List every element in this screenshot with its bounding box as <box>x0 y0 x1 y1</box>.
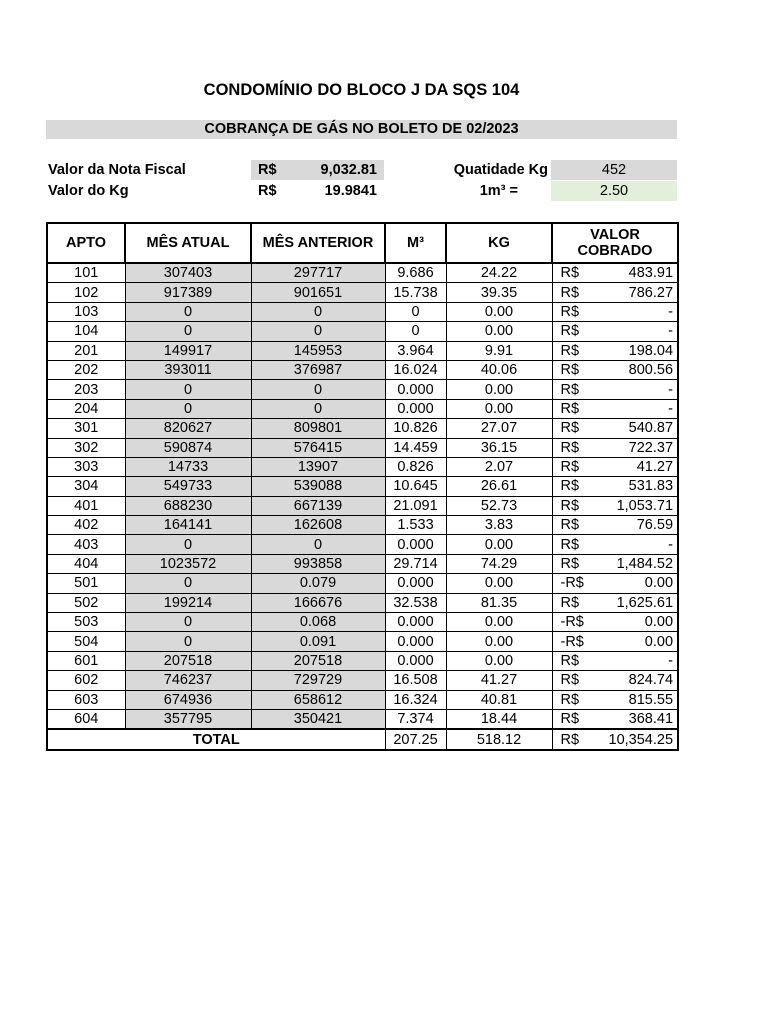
table-row <box>47 399 678 418</box>
cell-kg: 0.00 <box>446 380 552 399</box>
cell-mes-anterior: 207518 <box>251 651 385 670</box>
cell-m3: 0.000 <box>385 613 446 632</box>
table-row <box>47 322 678 341</box>
total-currency: R$ <box>552 729 592 750</box>
table-row <box>47 419 678 438</box>
cell-apto: 502 <box>47 593 125 612</box>
cell-currency: R$ <box>552 263 592 283</box>
cell-kg: 52.73 <box>446 496 552 515</box>
cell-mes-anterior: 667139 <box>251 496 385 515</box>
cell-mes-anterior: 0 <box>251 302 385 321</box>
cell-mes-atual: 0 <box>125 632 251 651</box>
cell-m3: 0 <box>385 302 446 321</box>
cell-m3: 3.964 <box>385 341 446 360</box>
cell-mes-anterior: 0 <box>251 380 385 399</box>
cell-m3: 0.000 <box>385 399 446 418</box>
cell-currency: R$ <box>552 380 592 399</box>
cell-m3: 7.374 <box>385 709 446 729</box>
cell-kg: 40.06 <box>446 360 552 379</box>
cell-valor: 824.74 <box>592 671 678 690</box>
cell-mes-anterior: 993858 <box>251 554 385 573</box>
cell-m3: 0.000 <box>385 380 446 399</box>
cell-apto: 504 <box>47 632 125 651</box>
cell-m3: 32.538 <box>385 593 446 612</box>
cell-apto: 303 <box>47 457 125 476</box>
table-row <box>47 457 678 476</box>
cell-currency: R$ <box>552 283 592 302</box>
cell-mes-anterior: 0 <box>251 535 385 554</box>
table-row <box>47 613 678 632</box>
cell-currency: R$ <box>552 671 592 690</box>
cell-valor: 1,053.71 <box>592 496 678 515</box>
cell-mes-anterior: 0.079 <box>251 574 385 593</box>
cell-valor: 815.55 <box>592 690 678 709</box>
cell-kg: 0.00 <box>446 399 552 418</box>
cell-valor: 786.27 <box>592 283 678 302</box>
cell-m3: 0.000 <box>385 632 446 651</box>
cell-kg: 9.91 <box>446 341 552 360</box>
cell-kg: 36.15 <box>446 438 552 457</box>
nota-fiscal-box <box>251 160 384 180</box>
cell-mes-atual: 0 <box>125 302 251 321</box>
cell-currency: -R$ <box>552 574 592 593</box>
header-mes-atual: MÊS ATUAL <box>125 223 251 263</box>
cell-mes-anterior: 576415 <box>251 438 385 457</box>
cell-kg: 18.44 <box>446 709 552 729</box>
cell-valor: 368.41 <box>592 709 678 729</box>
cell-apto: 503 <box>47 613 125 632</box>
valor-kg-box <box>251 181 384 201</box>
cell-kg: 2.07 <box>446 457 552 476</box>
cell-m3: 0.000 <box>385 651 446 670</box>
cell-mes-anterior: 162608 <box>251 516 385 535</box>
table-body <box>47 263 678 750</box>
cell-valor: - <box>592 380 678 399</box>
cell-mes-anterior: 0 <box>251 322 385 341</box>
cell-valor: 0.00 <box>592 632 678 651</box>
cell-apto: 301 <box>47 419 125 438</box>
header-valor-cobrado <box>552 223 678 263</box>
cell-m3: 0.826 <box>385 457 446 476</box>
cell-mes-atual: 0 <box>125 613 251 632</box>
cell-m3: 29.714 <box>385 554 446 573</box>
cell-mes-atual: 549733 <box>125 477 251 496</box>
cell-currency: R$ <box>552 457 592 476</box>
cell-valor: 1,484.52 <box>592 554 678 573</box>
page-subtitle: COBRANÇA DE GÁS NO BOLETO DE 02/2023 <box>46 120 677 139</box>
cell-kg: 24.22 <box>446 263 552 283</box>
cell-kg: 81.35 <box>446 593 552 612</box>
cell-currency: R$ <box>552 535 592 554</box>
cell-apto: 601 <box>47 651 125 670</box>
cell-currency: -R$ <box>552 632 592 651</box>
cell-currency: R$ <box>552 302 592 321</box>
cell-m3: 9.686 <box>385 263 446 283</box>
table-row <box>47 690 678 709</box>
table-row <box>47 438 678 457</box>
quantidade-kg-value: 452 <box>551 160 677 180</box>
cell-kg: 0.00 <box>446 651 552 670</box>
cell-mes-atual: 820627 <box>125 419 251 438</box>
nota-fiscal-currency: R$ <box>258 162 277 178</box>
cell-currency: R$ <box>552 690 592 709</box>
cell-mes-anterior: 0.091 <box>251 632 385 651</box>
cell-apto: 304 <box>47 477 125 496</box>
table-row <box>47 554 678 573</box>
nota-fiscal-label: Valor da Nota Fiscal <box>48 162 186 178</box>
total-kg: 518.12 <box>446 729 552 750</box>
cell-currency: R$ <box>552 651 592 670</box>
cell-apto: 104 <box>47 322 125 341</box>
cell-mes-atual: 149917 <box>125 341 251 360</box>
cell-m3: 1.533 <box>385 516 446 535</box>
cell-currency: R$ <box>552 438 592 457</box>
cell-kg: 3.83 <box>446 516 552 535</box>
m3-conversion-value: 2.50 <box>551 181 677 201</box>
header-mes-anterior: MÊS ANTERIOR <box>251 223 385 263</box>
cell-apto: 201 <box>47 341 125 360</box>
total-m3: 207.25 <box>385 729 446 750</box>
header-valor-line1: VALOR <box>590 227 640 243</box>
cell-mes-anterior: 0.068 <box>251 613 385 632</box>
cell-m3: 16.324 <box>385 690 446 709</box>
cell-apto: 102 <box>47 283 125 302</box>
cell-m3: 15.738 <box>385 283 446 302</box>
cell-currency: R$ <box>552 341 592 360</box>
cell-kg: 0.00 <box>446 322 552 341</box>
table-row <box>47 632 678 651</box>
cell-currency: R$ <box>552 496 592 515</box>
cell-valor: 0.00 <box>592 574 678 593</box>
header-m3: M³ <box>385 223 446 263</box>
cell-apto: 401 <box>47 496 125 515</box>
cell-valor: - <box>592 535 678 554</box>
cell-currency: R$ <box>552 593 592 612</box>
cell-m3: 21.091 <box>385 496 446 515</box>
cell-kg: 74.29 <box>446 554 552 573</box>
cell-mes-atual: 0 <box>125 322 251 341</box>
cell-mes-atual: 164141 <box>125 516 251 535</box>
valor-kg-value: 19.9841 <box>324 183 377 199</box>
table-row <box>47 283 678 302</box>
table-row <box>47 380 678 399</box>
cell-currency: R$ <box>552 554 592 573</box>
cell-mes-atual: 688230 <box>125 496 251 515</box>
cell-kg: 0.00 <box>446 574 552 593</box>
cell-mes-atual: 14733 <box>125 457 251 476</box>
quantidade-kg-label: Quatidade Kg <box>453 162 548 178</box>
table-row <box>47 671 678 690</box>
cell-valor: 722.37 <box>592 438 678 457</box>
cell-m3: 10.645 <box>385 477 446 496</box>
cell-mes-anterior: 0 <box>251 399 385 418</box>
cell-valor: 1,625.61 <box>592 593 678 612</box>
cell-m3: 0.000 <box>385 535 446 554</box>
cell-valor: 540.87 <box>592 419 678 438</box>
cell-mes-atual: 1023572 <box>125 554 251 573</box>
table-row <box>47 516 678 535</box>
cell-mes-atual: 393011 <box>125 360 251 379</box>
table-row <box>47 477 678 496</box>
cell-mes-atual: 674936 <box>125 690 251 709</box>
cell-apto: 204 <box>47 399 125 418</box>
cell-apto: 103 <box>47 302 125 321</box>
cell-currency: -R$ <box>552 613 592 632</box>
cell-mes-anterior: 658612 <box>251 690 385 709</box>
table-header-row <box>47 223 678 263</box>
cell-valor: 198.04 <box>592 341 678 360</box>
nota-fiscal-value: 9,032.81 <box>320 162 377 178</box>
cell-currency: R$ <box>552 399 592 418</box>
header-kg: KG <box>446 223 552 263</box>
cell-mes-atual: 199214 <box>125 593 251 612</box>
total-valor: 10,354.25 <box>592 729 678 750</box>
cell-currency: R$ <box>552 419 592 438</box>
cell-mes-anterior: 166676 <box>251 593 385 612</box>
cell-kg: 0.00 <box>446 302 552 321</box>
cell-apto: 203 <box>47 380 125 399</box>
cell-mes-anterior: 729729 <box>251 671 385 690</box>
cell-kg: 26.61 <box>446 477 552 496</box>
table-row <box>47 496 678 515</box>
header-valor-line2: COBRADO <box>577 243 653 259</box>
cell-mes-atual: 307403 <box>125 263 251 283</box>
cell-mes-anterior: 901651 <box>251 283 385 302</box>
table-row <box>47 709 678 729</box>
cell-mes-atual: 0 <box>125 535 251 554</box>
valor-kg-label: Valor do Kg <box>48 183 129 199</box>
table-row <box>47 302 678 321</box>
cell-valor: - <box>592 302 678 321</box>
table-row <box>47 360 678 379</box>
cell-mes-atual: 0 <box>125 380 251 399</box>
table-row <box>47 651 678 670</box>
cell-m3: 0 <box>385 322 446 341</box>
cell-mes-anterior: 13907 <box>251 457 385 476</box>
cell-mes-atual: 917389 <box>125 283 251 302</box>
cell-valor: 531.83 <box>592 477 678 496</box>
page-title: CONDOMÍNIO DO BLOCO J DA SQS 104 <box>203 81 520 99</box>
cell-mes-anterior: 809801 <box>251 419 385 438</box>
cell-valor: 76.59 <box>592 516 678 535</box>
cell-mes-anterior: 297717 <box>251 263 385 283</box>
cell-valor: - <box>592 322 678 341</box>
cell-kg: 0.00 <box>446 632 552 651</box>
table-row <box>47 574 678 593</box>
cell-kg: 39.35 <box>446 283 552 302</box>
cell-kg: 0.00 <box>446 613 552 632</box>
valor-kg-currency: R$ <box>258 183 277 199</box>
cell-m3: 14.459 <box>385 438 446 457</box>
cell-apto: 604 <box>47 709 125 729</box>
gas-billing-table <box>46 222 679 751</box>
cell-mes-atual: 590874 <box>125 438 251 457</box>
cell-valor: - <box>592 399 678 418</box>
cell-mes-atual: 0 <box>125 399 251 418</box>
cell-valor: 483.91 <box>592 263 678 283</box>
cell-currency: R$ <box>552 360 592 379</box>
cell-valor: 800.56 <box>592 360 678 379</box>
cell-m3: 16.508 <box>385 671 446 690</box>
table-row <box>47 263 678 283</box>
cell-valor: 0.00 <box>592 613 678 632</box>
header-apto: APTO <box>47 223 125 263</box>
cell-kg: 40.81 <box>446 690 552 709</box>
total-row <box>47 729 678 750</box>
total-label: TOTAL <box>47 729 385 750</box>
cell-m3: 0.000 <box>385 574 446 593</box>
cell-kg: 41.27 <box>446 671 552 690</box>
cell-apto: 202 <box>47 360 125 379</box>
cell-apto: 602 <box>47 671 125 690</box>
cell-currency: R$ <box>552 477 592 496</box>
table-row <box>47 535 678 554</box>
cell-mes-atual: 0 <box>125 574 251 593</box>
cell-mes-anterior: 145953 <box>251 341 385 360</box>
cell-apto: 402 <box>47 516 125 535</box>
cell-apto: 501 <box>47 574 125 593</box>
cell-apto: 404 <box>47 554 125 573</box>
cell-apto: 403 <box>47 535 125 554</box>
m3-conversion-label: 1m³ = <box>479 183 518 199</box>
cell-mes-atual: 357795 <box>125 709 251 729</box>
cell-apto: 603 <box>47 690 125 709</box>
cell-apto: 101 <box>47 263 125 283</box>
cell-apto: 302 <box>47 438 125 457</box>
cell-mes-anterior: 350421 <box>251 709 385 729</box>
cell-mes-anterior: 376987 <box>251 360 385 379</box>
cell-currency: R$ <box>552 322 592 341</box>
cell-currency: R$ <box>552 709 592 729</box>
cell-kg: 0.00 <box>446 535 552 554</box>
cell-mes-atual: 207518 <box>125 651 251 670</box>
table-row <box>47 341 678 360</box>
cell-valor: 41.27 <box>592 457 678 476</box>
cell-valor: - <box>592 651 678 670</box>
cell-m3: 16.024 <box>385 360 446 379</box>
table-row <box>47 593 678 612</box>
cell-kg: 27.07 <box>446 419 552 438</box>
cell-m3: 10.826 <box>385 419 446 438</box>
cell-currency: R$ <box>552 516 592 535</box>
cell-mes-atual: 746237 <box>125 671 251 690</box>
cell-mes-anterior: 539088 <box>251 477 385 496</box>
